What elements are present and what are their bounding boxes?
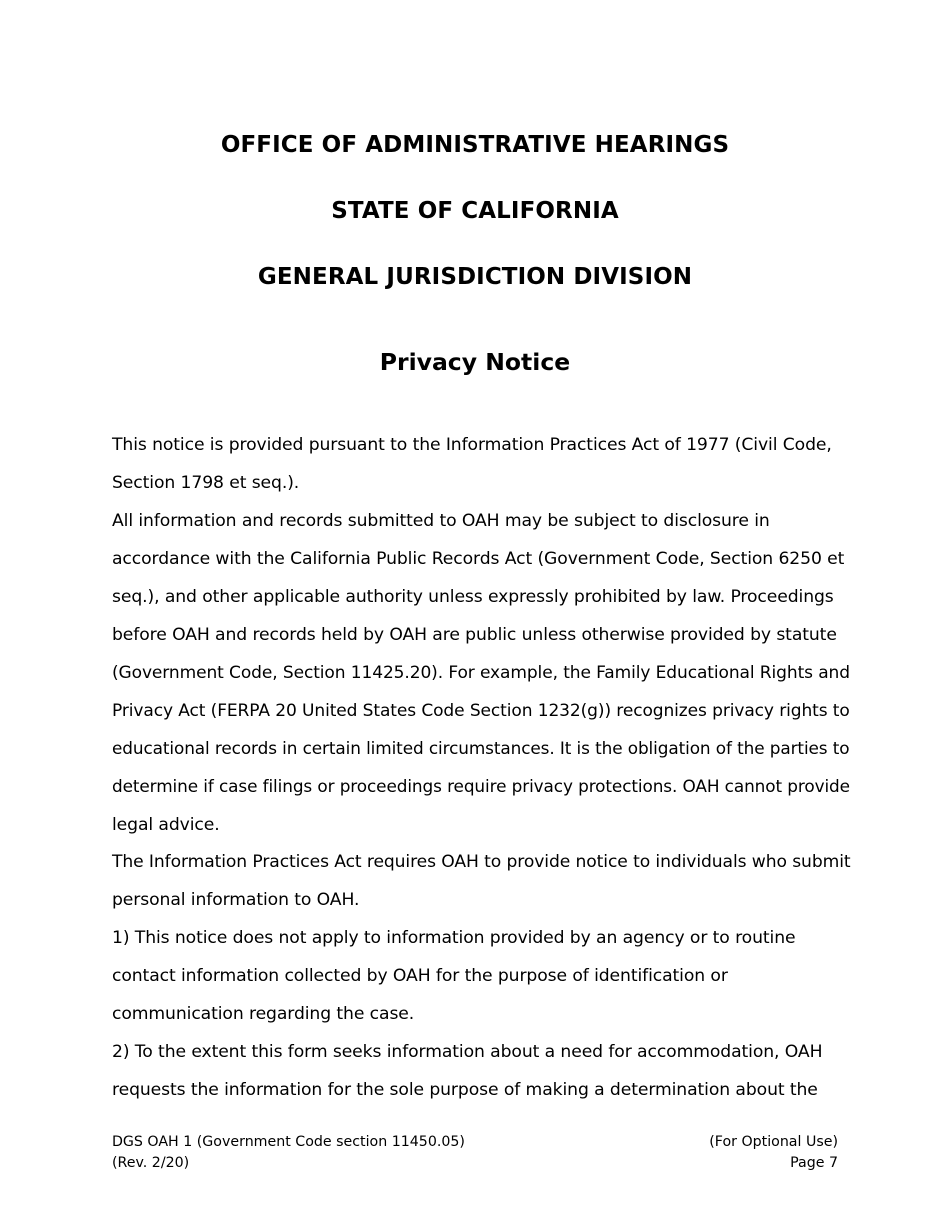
footer-left [112, 1132, 465, 1174]
body-line: communication regarding the case. [112, 1004, 415, 1024]
form-identifier: DGS OAH 1 (Government Code section 11450.05) [112, 1134, 465, 1150]
revision-date: (Rev. 2/20) [112, 1155, 190, 1171]
body-line: accordance with the California Public Records Act (Government Code, Section 6250 et [112, 549, 845, 569]
body-line: contact information collected by OAH for the purpose of identification or [112, 966, 728, 986]
body-line: 1) This notice does not apply to information provided by an agency or to routine [112, 928, 796, 948]
body-line: All information and records submitted to OAH may be subject to disclosure in [112, 511, 770, 531]
office-heading: OFFICE OF ADMINISTRATIVE HEARINGS [220, 132, 730, 158]
usage-note: (For Optional Use) [709, 1134, 838, 1150]
body-line: Privacy Act (FERPA 20 United States Code Section 1232(g)) recognizes privacy rights to [112, 701, 850, 721]
body-line: (Government Code, Section 11425.20). For example, the Family Educational Rights and [112, 663, 850, 683]
body-line: The Information Practices Act requires OAH to provide notice to individuals who submit [112, 852, 851, 872]
page-number: Page 7 [790, 1155, 838, 1171]
body-line: educational records in certain limited circumstances. It is the obligation of the parties to [112, 739, 850, 759]
body-line: 2) To the extent this form seeks information about a need for accommodation, OAH [112, 1042, 823, 1062]
privacy-notice-title: Privacy Notice [379, 348, 571, 376]
footer-right [709, 1132, 838, 1174]
body-line: seq.), and other applicable authority unless expressly prohibited by law. Proceedings [112, 587, 834, 607]
body-line: This notice is provided pursuant to the Information Practices Act of 1977 (Civil Code, [112, 435, 832, 455]
body-line: Section 1798 et seq.). [112, 473, 300, 493]
body-line: before OAH and records held by OAH are public unless otherwise provided by statute [112, 625, 837, 645]
body-line: requests the information for the sole purpose of making a determination about the [112, 1080, 818, 1100]
division-heading: GENERAL JURISDICTION DIVISION [257, 264, 693, 290]
body-line: legal advice. [112, 815, 220, 835]
body-line: personal information to OAH. [112, 890, 360, 910]
state-heading: STATE OF CALIFORNIA [331, 198, 619, 224]
body-line: determine if case filings or proceedings require privacy protections. OAH cannot provide [112, 777, 850, 797]
